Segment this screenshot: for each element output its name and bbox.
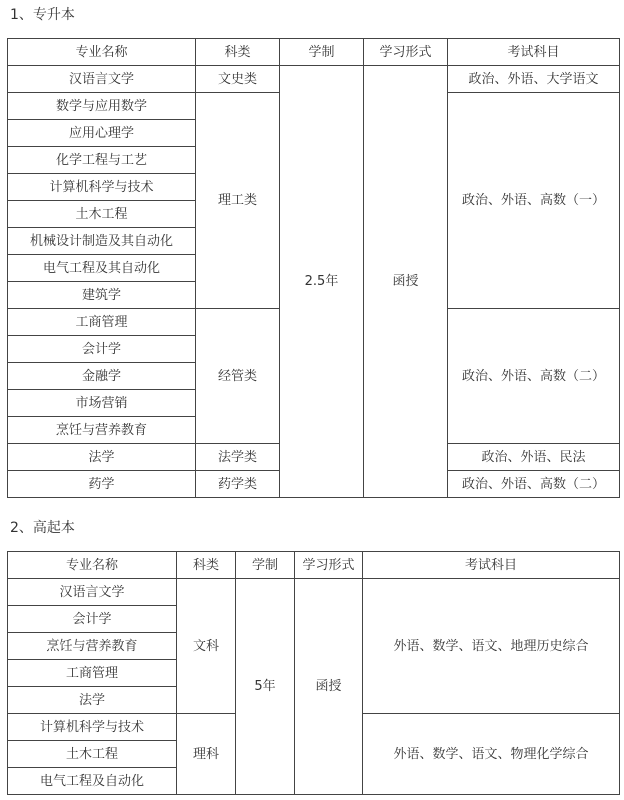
- category-cell: 理科: [177, 714, 236, 795]
- major-cell: 电气工程及其自动化: [8, 255, 196, 282]
- section-title-1: 1、专升本: [10, 7, 75, 23]
- subjects-cell: 政治、外语、高数（二）: [448, 471, 620, 498]
- major-cell: 会计学: [8, 336, 196, 363]
- major-cell: 法学: [8, 444, 196, 471]
- major-cell: 数学与应用数学: [8, 93, 196, 120]
- subjects-cell: 政治、外语、大学语文: [448, 66, 620, 93]
- header-category: 科类: [196, 39, 280, 66]
- major-cell: 电气工程及自动化: [8, 768, 177, 795]
- subjects-cell: 政治、外语、高数（二）: [448, 309, 620, 444]
- major-cell: 药学: [8, 471, 196, 498]
- major-cell: 化学工程与工艺: [8, 147, 196, 174]
- header-category: 科类: [177, 552, 236, 579]
- duration-cell: 5年: [236, 579, 295, 795]
- major-cell: 法学: [8, 687, 177, 714]
- mode-cell: 函授: [364, 66, 448, 498]
- major-cell: 计算机科学与技术: [8, 714, 177, 741]
- table-header-row: [8, 39, 620, 66]
- table-header-row: [8, 552, 620, 579]
- header-subjects: 考试科目: [448, 39, 620, 66]
- header-mode: 学习形式: [295, 552, 363, 579]
- major-cell: 土木工程: [8, 741, 177, 768]
- major-cell: 会计学: [8, 606, 177, 633]
- category-cell: 文科: [177, 579, 236, 714]
- category-cell: 文史类: [196, 66, 280, 93]
- duration-cell: 2.5年: [280, 66, 364, 498]
- major-cell: 汉语言文学: [8, 66, 196, 93]
- subjects-cell: 外语、数学、语文、地理历史综合: [363, 579, 620, 714]
- table-row: [8, 579, 620, 606]
- major-cell: 汉语言文学: [8, 579, 177, 606]
- subjects-cell: 政治、外语、民法: [448, 444, 620, 471]
- major-cell: 金融学: [8, 363, 196, 390]
- header-major: 专业名称: [8, 39, 196, 66]
- major-cell: 计算机科学与技术: [8, 174, 196, 201]
- table-row: [8, 66, 620, 93]
- major-cell: 烹饪与营养教育: [8, 633, 177, 660]
- header-mode: 学习形式: [364, 39, 448, 66]
- mode-cell: 函授: [295, 579, 363, 795]
- major-cell: 烹饪与营养教育: [8, 417, 196, 444]
- major-cell: 市场营销: [8, 390, 196, 417]
- category-cell: 理工类: [196, 93, 280, 309]
- table-zhuanshengben: [7, 38, 620, 498]
- header-major: 专业名称: [8, 552, 177, 579]
- category-cell: 药学类: [196, 471, 280, 498]
- major-cell: 机械设计制造及其自动化: [8, 228, 196, 255]
- header-subjects: 考试科目: [363, 552, 620, 579]
- major-cell: 土木工程: [8, 201, 196, 228]
- major-cell: 工商管理: [8, 660, 177, 687]
- header-duration: 学制: [280, 39, 364, 66]
- major-cell: 建筑学: [8, 282, 196, 309]
- major-cell: 工商管理: [8, 309, 196, 336]
- subjects-cell: 外语、数学、语文、物理化学综合: [363, 714, 620, 795]
- category-cell: 经管类: [196, 309, 280, 444]
- header-duration: 学制: [236, 552, 295, 579]
- category-cell: 法学类: [196, 444, 280, 471]
- section-title-2: 2、高起本: [10, 520, 75, 536]
- table-gaoqiben: [7, 551, 620, 795]
- major-cell: 应用心理学: [8, 120, 196, 147]
- subjects-cell: 政治、外语、高数（一）: [448, 93, 620, 309]
